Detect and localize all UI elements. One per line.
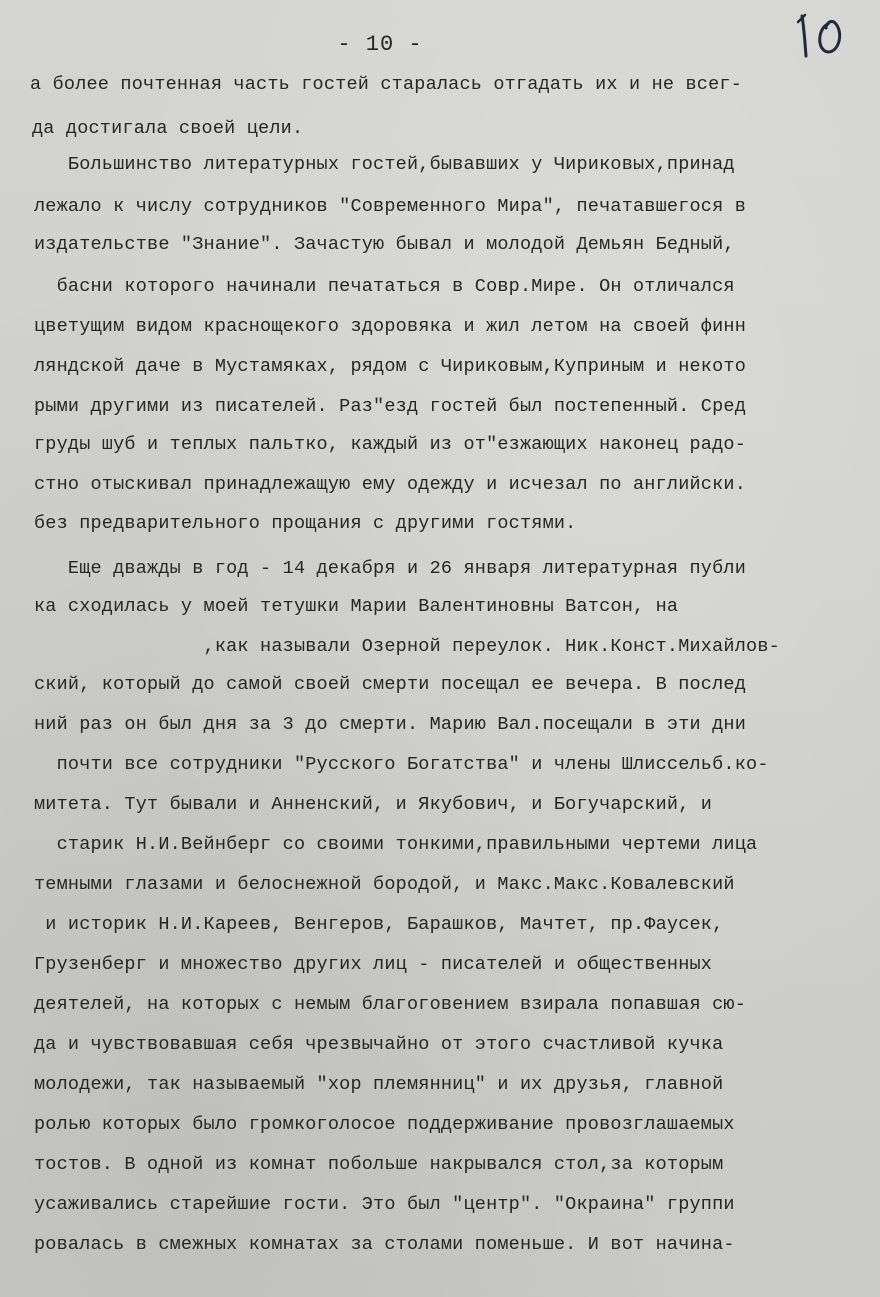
text-line: рыми другими из писателей. Раз"езд гостей был постепенный. Сред — [34, 396, 747, 417]
text-line: стно отыскивал принадлежащую ему одежду и исчезал по английски. — [34, 474, 747, 495]
text-line: лежало к числу сотрудников "Современного Мира", печатавшегося в — [34, 196, 747, 217]
page-number: - 10 - — [337, 32, 423, 57]
text-line: старик Н.И.Вейнберг со своими тонкими,правильными чертеми лица — [34, 834, 758, 855]
text-line: а более почтенная часть гостей старалась отгадать их и не всег- — [30, 74, 743, 95]
text-line: почти все сотрудники "Русского Богатства" и члены Шлиссельб.ко- — [34, 754, 769, 775]
text-line: ровалась в смежных комнатах за столами поменьше. И вот начина- — [34, 1234, 735, 1255]
text-line: Грузенберг и множество других лиц - писателей и общественных — [34, 954, 713, 975]
text-line: издательстве "Знание". Зачастую бывал и молодой Демьян Бедный, — [34, 234, 735, 255]
text-line: ляндской даче в Мустамяках, рядом с Чириковым,Куприным и некото — [34, 356, 747, 377]
text-line: да достигала своей цели. — [32, 118, 304, 139]
text-line: да и чувствовавшая себя чрезвычайно от этого счастливой кучка — [34, 1034, 724, 1055]
text-line: ний раз он был дня за 3 до смерти. Марию Вал.посещали в эти дни — [34, 714, 747, 735]
text-line: Еще дважды в год - 14 декабря и 26 января литературная публи — [34, 558, 747, 579]
handwritten-folio — [788, 6, 868, 62]
text-line: цветущим видом краснощекого здоровяка и жил летом на своей финн — [34, 316, 747, 337]
text-line: митета. Тут бывали и Анненский, и Якубович, и Богучарский, и — [34, 794, 713, 815]
text-line: темными глазами и белоснежной бородой, и Макс.Макс.Ковалевский — [34, 874, 735, 895]
text-line: ка сходилась у моей тетушки Марии Валентиновны Ватсон, на — [34, 596, 679, 617]
text-line: басни которого начинали печататься в Совр.Мире. Он отличался — [34, 276, 735, 297]
text-line: тостов. В одной из комнат побольше накрывался стол,за которым — [34, 1154, 724, 1175]
text-line: Большинство литературных гостей,бывавших у Чириковых,принад — [34, 154, 735, 175]
text-line: деятелей, на которых с немым благоговением взирала попавшая сю- — [34, 994, 747, 1015]
text-line: молодежи, так называемый "хор племянниц" и их друзья, главной — [34, 1074, 724, 1095]
text-line: без предварительного прощания с другими гостями. — [34, 513, 577, 534]
text-line: груды шуб и теплых пальтко, каждый из от"езжающих наконец радо- — [34, 434, 747, 455]
text-line: ский, который до самой своей смерти посещал ее вечера. В послед — [34, 674, 747, 695]
text-line: и историк Н.И.Кареев, Венгеров, Барашков, Мачтет, пр.Фаусек, — [34, 914, 724, 935]
text-line: ролью которых было громкоголосое поддерживание провозглашаемых — [34, 1114, 735, 1135]
text-line: усаживались старейшие гости. Это был "центр". "Окраина" группи — [34, 1194, 735, 1215]
text-line: ,как называли Озерной переулок. Ник.Конст.Михайлов- — [34, 636, 780, 657]
